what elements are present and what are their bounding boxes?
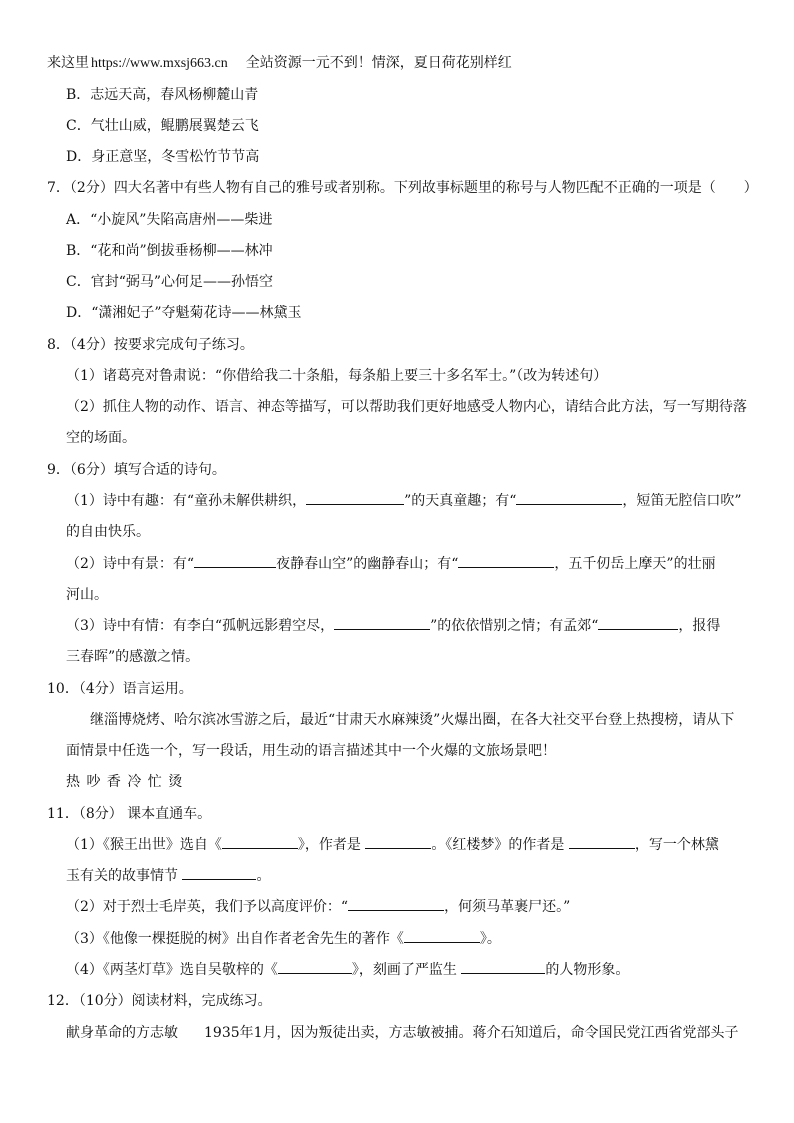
q7-option-c: C．官封“弼马”心何足——孙悟空: [66, 274, 274, 290]
q11-p4-pre: （4）《两茎灯草》选自吴敬梓的《: [66, 962, 278, 978]
q9-p3-mid: ”的依依惜别之情；有孟郊“: [430, 618, 599, 634]
q7-option-a: A．“小旋风”失陷高唐州——柴进: [66, 212, 273, 228]
q9-blank-5[interactable]: [334, 616, 430, 630]
q11-blank-8[interactable]: [461, 960, 545, 974]
q11-part2: [66, 897, 570, 917]
q12-stem: 12．（10分）阅读材料，完成练习。: [47, 993, 272, 1009]
q6-option-d: D．身正意坚，冬雪松竹节节高: [66, 149, 260, 165]
q6-option-b: B．志远天高，春风杨柳麓山青: [66, 87, 259, 103]
q9-stem: 9．（6分）填写合适的诗句。: [47, 462, 226, 478]
q11-part4: [66, 960, 629, 980]
q10-paragraph-line2: 面情景中任选一个，写一段话，用生动的语言描述其中一个火爆的文旅场景吧！: [66, 743, 556, 759]
q6-option-c: C．气壮山威，鲲鹏展翼楚云飞: [66, 118, 259, 134]
q11-p3-post: 》。: [479, 931, 501, 947]
q11-p4-mid: 》，刻画了严监生: [351, 962, 462, 978]
q12-passage-line1: [66, 1023, 739, 1043]
q8-part2-line1: （2）抓住人物的动作、语言、神态等描写，可以帮助我们更好地感受人物内心，请结合此方法，写一写期待落: [66, 399, 747, 415]
q9-part2-line1: [66, 554, 716, 574]
q11-p1-post: ，写一个林黛: [634, 837, 719, 853]
q9-blank-2[interactable]: [516, 491, 622, 505]
q10-word-options: 热 吵 香 冷 忙 烫: [66, 774, 184, 790]
q11-p2-post: ，何须马革裹尸还。”: [444, 899, 571, 915]
q7-stem: 7．（2分）四大名著中有些人物有自己的雅号或者别称。下列故事标题里的称号与人物匹配不正确的一项是（ ）: [47, 180, 758, 196]
q11-blank-4[interactable]: [182, 866, 256, 880]
page-header: [47, 53, 512, 74]
q11-p1b-text: 玉有关的故事情节: [66, 868, 183, 884]
q9-part1-line2: 的自由快乐。: [66, 524, 150, 540]
q9-p2-post: ，五千仞岳上摩天”的壮丽: [554, 556, 716, 572]
q9-part3-line1: [66, 616, 720, 636]
q9-blank-6[interactable]: [598, 616, 678, 630]
header-site-label: 来这里: [47, 55, 89, 71]
q8-part2-line2: 空的场面。: [66, 430, 136, 446]
q9-blank-4[interactable]: [458, 554, 554, 568]
q9-part2-line2: 河山。: [66, 587, 108, 603]
q11-blank-2[interactable]: [365, 835, 431, 849]
q9-p3-pre: （3）诗中有情：有李白“孤帆远影碧空尽，: [66, 618, 335, 634]
q11-blank-6[interactable]: [404, 929, 480, 943]
q11-blank-3[interactable]: [569, 835, 635, 849]
q11-blank-1[interactable]: [222, 835, 298, 849]
q11-p2-pre: （2）对于烈士毛岸英，我们予以高度评价：“: [66, 899, 349, 915]
q11-blank-7[interactable]: [278, 960, 352, 974]
q10-paragraph-line1: 继淄博烧烤、哈尔滨冰雪游之后，最近“甘肃天水麻辣烫”火爆出圈，在各大社交平台登上热搜榜，请从下: [90, 712, 735, 728]
q11-p4-post: 的人物形象。: [545, 962, 630, 978]
q11-p1-m1: 》，作者是: [297, 837, 366, 853]
q9-blank-3[interactable]: [194, 554, 276, 568]
q9-part3-line2: 三春晖”的感激之情。: [66, 649, 200, 665]
q9-p1-mid: ”的天真童趣；有“: [404, 493, 517, 509]
q11-p1-m2: 。《红楼梦》的作者是: [431, 837, 569, 853]
q9-part1-line1: [66, 491, 742, 511]
q9-p2-pre: （2）诗中有景：有“: [66, 556, 195, 572]
q9-blank-1[interactable]: [306, 491, 404, 505]
q9-p2-mid: 夜静春山空”的幽静春山；有“: [276, 556, 459, 572]
q8-part1: （1）诸葛亮对鲁肃说：“你借给我二十条船，每条船上要三十多名军士。”（改为转述句）: [66, 368, 608, 384]
q12-passage-body: 1935年1月，因为叛徒出卖，方志敏被捕。蒋介石知道后，命令国民党江西省党部头子: [204, 1025, 739, 1041]
q7-option-d: D．“潇湘妃子”夺魁菊花诗——林黛玉: [66, 305, 302, 321]
q11-blank-5[interactable]: [348, 897, 444, 911]
q11-stem: 11．（8分） 课本直通车。: [47, 806, 212, 822]
q7-option-b: B．“花和尚”倒拔垂杨柳——林冲: [66, 243, 273, 259]
q11-p1b-end: 。: [256, 868, 271, 884]
q8-stem: 8．（4分）按要求完成句子练习。: [47, 337, 254, 353]
q11-part3: [66, 929, 501, 949]
header-slogan: 全站资源一元不到！情深，夏日荷花别样红: [245, 55, 512, 71]
q11-p3-pre: （3）《他像一棵挺脱的树》出自作者老舍先生的著作《: [66, 931, 404, 947]
q9-p1-post: ，短笛无腔信口吹”: [622, 493, 742, 509]
q10-stem: 10．（4分）语言运用。: [47, 681, 193, 697]
q9-p1-pre: （1）诗中有趣：有“童孙未解供耕织，: [66, 493, 307, 509]
header-url[interactable]: https://www.mxsj663.cn: [91, 56, 228, 71]
q12-passage-title: 献身革命的方志敏: [66, 1025, 178, 1041]
q11-part1-line1: [66, 835, 719, 855]
q9-p3-post: ，报得: [678, 618, 721, 634]
q11-p1-pre: （1）《猴王出世》选自《: [66, 837, 222, 853]
q11-part1-line2: [66, 866, 270, 886]
